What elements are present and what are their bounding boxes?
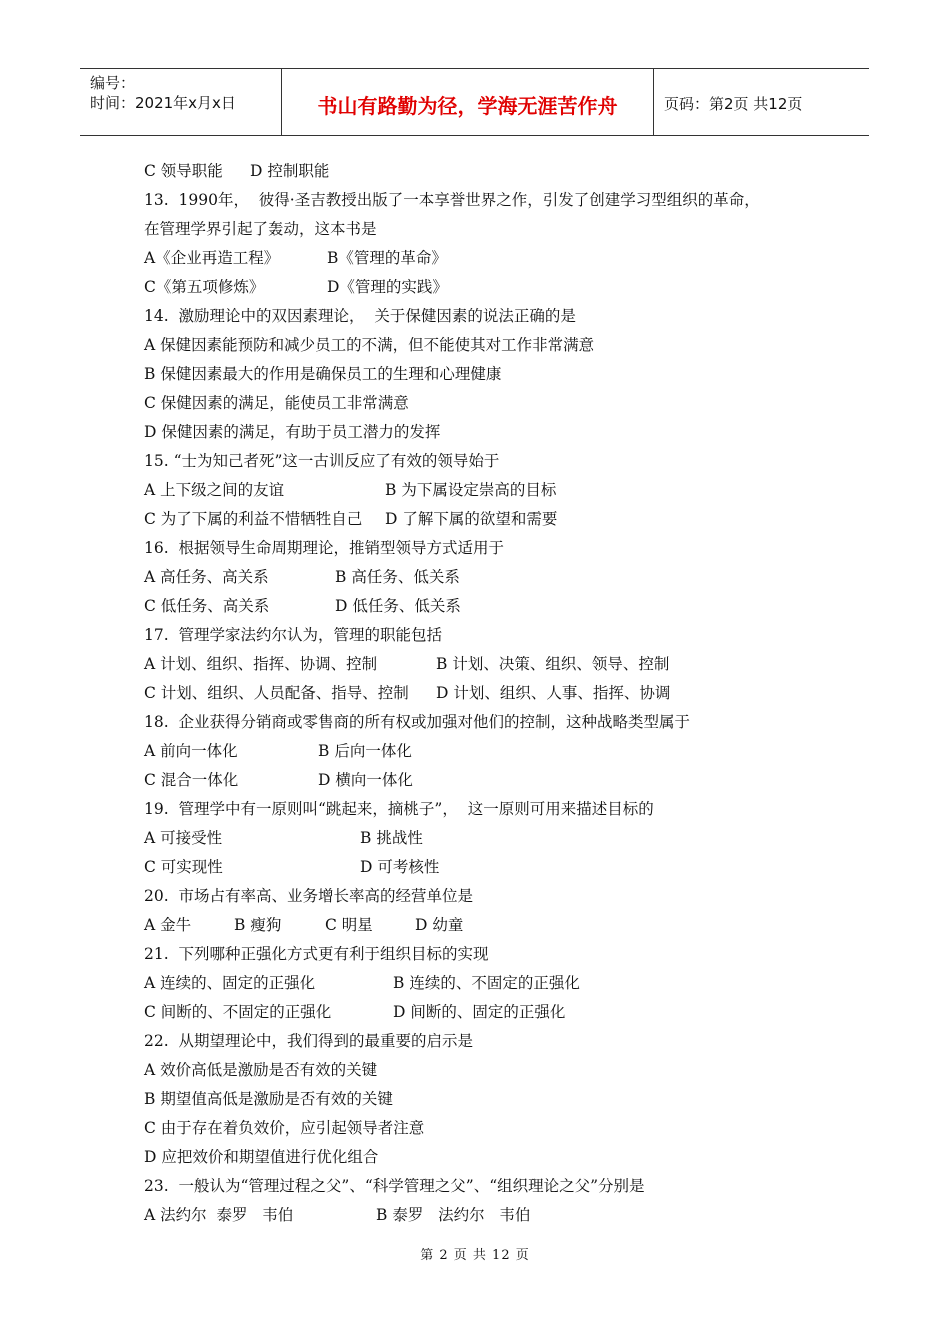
- option-text: B 挑战性: [360, 829, 423, 847]
- text-line: [144, 1056, 824, 1085]
- serial-label: 编号：: [90, 74, 136, 92]
- line-text: A 金牛: [144, 916, 192, 934]
- line-text: 17. 管理学家法约尔认为，管理的职能包括: [144, 626, 443, 644]
- line-text: D 应把效价和期望值进行优化组合: [144, 1148, 379, 1166]
- text-line: [144, 621, 824, 650]
- text-line: [144, 360, 824, 389]
- line-text: 20. 市场占有率高、业务增长率高的经营单位是: [144, 887, 474, 905]
- text-line: [144, 447, 824, 476]
- text-line: [144, 766, 824, 795]
- option-text: B 高任务、低关系: [335, 568, 460, 586]
- line-text: C 可实现性: [144, 858, 223, 876]
- option-text: D 横向一体化: [318, 771, 413, 789]
- option-text: B 连续的、不固定的正强化: [393, 974, 580, 992]
- option-text: D 低任务、低关系: [335, 597, 461, 615]
- text-line: [144, 708, 824, 737]
- text-line: [144, 534, 824, 563]
- text-line: [144, 1027, 824, 1056]
- line-text: C 保健因素的满足，能使员工非常满意: [144, 394, 409, 412]
- option-text: C 明星: [325, 916, 373, 934]
- text-line: [144, 302, 824, 331]
- text-line: [144, 418, 824, 447]
- text-line: [144, 853, 824, 882]
- line-text: C《第五项修炼》: [144, 278, 265, 296]
- text-line: [144, 157, 824, 186]
- text-line: [144, 737, 824, 766]
- document-body: [144, 157, 824, 1230]
- text-line: [144, 186, 824, 215]
- line-text: A 前向一体化: [144, 742, 238, 760]
- option-text: D 间断的、固定的正强化: [393, 1003, 566, 1021]
- text-line: [144, 389, 824, 418]
- line-text: C 为了下属的利益不惜牺牲自己: [144, 510, 363, 528]
- text-line: [144, 795, 824, 824]
- text-line: [144, 244, 824, 273]
- line-text: 16. 根据领导生命周期理论，推销型领导方式适用于: [144, 539, 505, 557]
- option-text: D 计划、组织、人事、指挥、协调: [436, 684, 671, 702]
- option-text: D 控制职能: [250, 162, 330, 180]
- line-text: 在管理学界引起了轰动，这本书是: [144, 220, 377, 238]
- text-line: [144, 998, 824, 1027]
- option-text: B《管理的革命》: [327, 249, 447, 267]
- time-label: 时间：2021年x月x日: [90, 94, 236, 112]
- option-text: D 了解下属的欲望和需要: [385, 510, 558, 528]
- text-line: [144, 273, 824, 302]
- option-text: D《管理的实践》: [327, 278, 448, 296]
- line-text: 14. 激励理论中的双因素理论， 关于保健因素的说法正确的是: [144, 307, 576, 325]
- text-line: [144, 592, 824, 621]
- line-text: 13. 1990年， 彼得·圣吉教授出版了一本享誉世界之作，引发了创建学习型组织的革命，: [144, 191, 760, 209]
- text-line: [144, 1143, 824, 1172]
- header-page-info: 页码：第2页 共12页: [664, 94, 803, 113]
- line-text: 23. 一般认为“管理过程之父”、“科学管理之父”、“组织理论之父”分别是: [144, 1177, 645, 1195]
- text-line: [144, 476, 824, 505]
- header-motto: 书山有路勤为径，学海无涯苦作舟: [282, 69, 654, 135]
- text-line: [144, 824, 824, 853]
- line-text: B 期望值高低是激励是否有效的关键: [144, 1090, 393, 1108]
- text-line: [144, 215, 824, 244]
- line-text: C 间断的、不固定的正强化: [144, 1003, 332, 1021]
- line-text: A 高任务、高关系: [144, 568, 269, 586]
- header-meta: [80, 69, 282, 135]
- option-text: B 后向一体化: [318, 742, 412, 760]
- option-text: B 泰罗 法约尔 韦伯: [376, 1206, 531, 1224]
- text-line: [144, 331, 824, 360]
- line-text: C 由于存在着负效价，应引起领导者注意: [144, 1119, 425, 1137]
- line-text: 19. 管理学中有一原则叫“跳起来，摘桃子”， 这一原则可用来描述目标的: [144, 800, 654, 818]
- text-line: [144, 1201, 824, 1230]
- line-text: A 效价高低是激励是否有效的关键: [144, 1061, 378, 1079]
- line-text: A 保健因素能预防和减少员工的不满，但不能使其对工作非常满意: [144, 336, 595, 354]
- line-text: 22. 从期望理论中，我们得到的最重要的启示是: [144, 1032, 474, 1050]
- option-text: B 为下属设定崇高的目标: [385, 481, 557, 499]
- line-text: C 低任务、高关系: [144, 597, 270, 615]
- text-line: [144, 969, 824, 998]
- line-text: A《企业再造工程》: [144, 249, 280, 267]
- text-line: [144, 911, 824, 940]
- line-text: 21. 下列哪种正强化方式更有利于组织目标的实现: [144, 945, 489, 963]
- text-line: [144, 1114, 824, 1143]
- line-text: A 法约尔 泰罗 韦伯: [144, 1206, 294, 1224]
- option-text: D 幼童: [415, 916, 464, 934]
- option-text: D 可考核性: [360, 858, 440, 876]
- text-line: [144, 679, 824, 708]
- option-text: B 计划、决策、组织、领导、控制: [436, 655, 670, 673]
- page-header: [80, 68, 869, 136]
- text-line: [144, 940, 824, 969]
- text-line: [144, 1172, 824, 1201]
- text-line: [144, 563, 824, 592]
- line-text: 18. 企业获得分销商或零售商的所有权或加强对他们的控制，这种战略类型属于: [144, 713, 691, 731]
- option-text: B 瘦狗: [234, 916, 282, 934]
- line-text: C 计划、组织、人员配备、指导、控制: [144, 684, 409, 702]
- text-line: [144, 882, 824, 911]
- text-line: [144, 650, 824, 679]
- line-text: C 混合一体化: [144, 771, 239, 789]
- text-line: [144, 505, 824, 534]
- line-text: C 领导职能: [144, 162, 223, 180]
- line-text: A 可接受性: [144, 829, 223, 847]
- line-text: D 保健因素的满足，有助于员工潜力的发挥: [144, 423, 441, 441]
- line-text: A 计划、组织、指挥、协调、控制: [144, 655, 378, 673]
- text-line: [144, 1085, 824, 1114]
- line-text: 15. “士为知己者死”这一古训反应了有效的领导始于: [144, 452, 500, 470]
- line-text: B 保健因素最大的作用是确保员工的生理和心理健康: [144, 365, 502, 383]
- line-text: A 连续的、固定的正强化: [144, 974, 316, 992]
- page-footer: 第 2 页 共 12 页: [420, 1248, 530, 1263]
- line-text: A 上下级之间的友谊: [144, 481, 285, 499]
